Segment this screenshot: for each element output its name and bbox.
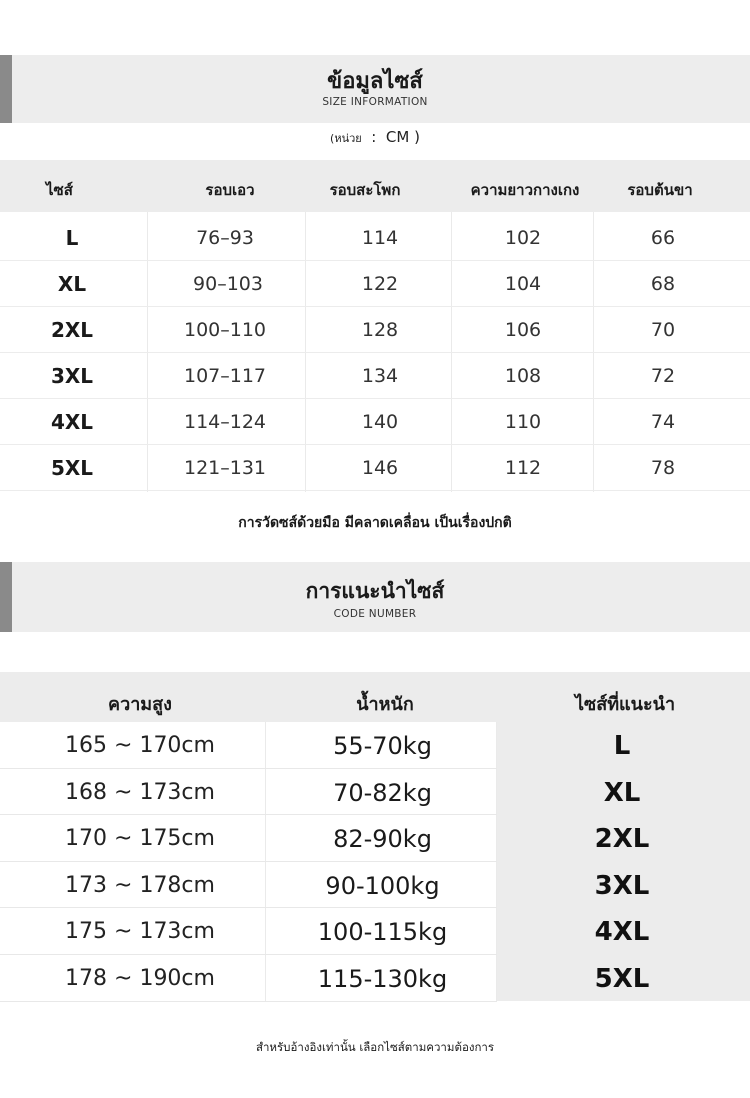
waist-cell: 121–131	[183, 457, 267, 479]
size-cell: L	[65, 226, 79, 250]
header-hip: รอบสะโพก	[329, 181, 401, 199]
recommend-table-header	[0, 672, 750, 722]
table-row	[0, 444, 750, 491]
weight-cell: 55-70kg	[333, 732, 432, 760]
height-cell: 170 ~ 175cm	[65, 826, 215, 851]
table-row	[0, 815, 750, 861]
unit-value: CM )	[385, 128, 420, 146]
header-height: ความสูง	[108, 694, 172, 715]
length-cell: 108	[504, 365, 542, 387]
weight-cell: 115-130kg	[317, 965, 448, 993]
size-cell: 2XL	[50, 318, 94, 342]
table-row	[0, 908, 750, 954]
height-cell: 173 ~ 178cm	[65, 873, 215, 898]
height-cell: 178 ~ 190cm	[65, 966, 215, 991]
length-cell: 110	[504, 411, 542, 433]
waist-cell: 100–110	[183, 319, 267, 341]
reference-note: สำหรับอ้างอิงเท่านั้น เลือกไซส์ตามความต้องการ	[255, 1040, 495, 1054]
length-cell: 104	[504, 273, 542, 295]
unit-separator: :	[371, 128, 377, 146]
header-length: ความยาวกางเกง	[470, 181, 580, 199]
measurement-note: การวัดซส์ด้วยมือ มีคลาดเคลื่อน เป็นเรื่องปกติ	[238, 515, 512, 531]
waist-cell: 76–93	[196, 227, 254, 249]
header-waist: รอบเอว	[205, 181, 255, 199]
table-row	[0, 955, 750, 1001]
weight-cell: 82-90kg	[333, 825, 432, 853]
size-cell: 3XL	[50, 364, 94, 388]
size-info-title: ข้อมูลไซส์	[327, 69, 423, 94]
table-row	[0, 306, 750, 353]
weight-cell: 70-82kg	[333, 779, 432, 807]
thigh-cell: 66	[650, 227, 676, 249]
weight-cell: 90-100kg	[325, 872, 440, 900]
hip-cell: 122	[361, 273, 399, 295]
table-row	[0, 862, 750, 908]
size-cell: 4XL	[50, 410, 94, 434]
size-cell: XL	[57, 272, 87, 296]
table-row	[0, 352, 750, 399]
header-thigh: รอบต้นขา	[627, 181, 693, 199]
hip-cell: 140	[361, 411, 399, 433]
table-row	[0, 722, 750, 768]
weight-cell: 100-115kg	[317, 918, 448, 946]
length-cell: 112	[504, 457, 542, 479]
length-cell: 106	[504, 319, 542, 341]
recommended-size-cell: L	[613, 731, 631, 761]
thigh-cell: 74	[650, 411, 676, 433]
thigh-cell: 78	[650, 457, 676, 479]
thigh-cell: 68	[650, 273, 676, 295]
size-cell: 5XL	[50, 456, 94, 480]
hip-cell: 146	[361, 457, 399, 479]
length-cell: 102	[504, 227, 542, 249]
table-row	[0, 214, 750, 261]
hip-cell: 128	[361, 319, 399, 341]
header-weight: น้ำหนัก	[356, 694, 414, 715]
recommended-size-cell: 5XL	[594, 964, 650, 994]
hip-cell: 134	[361, 365, 399, 387]
unit-label	[0, 128, 750, 147]
size-info-subtitle: SIZE INFORMATION	[322, 96, 428, 108]
recommended-size-cell: 2XL	[594, 824, 650, 854]
thigh-cell: 70	[650, 319, 676, 341]
table-row	[0, 260, 750, 307]
waist-cell: 114–124	[183, 411, 267, 433]
table-row	[0, 769, 750, 815]
recommended-size-cell: XL	[603, 778, 641, 808]
recommended-size-cell: 3XL	[594, 871, 650, 901]
unit-prefix: (หน่วย	[330, 132, 362, 145]
height-cell: 168 ~ 173cm	[65, 780, 215, 805]
waist-cell: 90–103	[193, 273, 263, 295]
recommend-title: การแนะนำไซส์	[305, 579, 445, 603]
recommend-banner	[0, 562, 750, 632]
size-info-banner	[0, 55, 750, 123]
recommend-subtitle: CODE NUMBER	[333, 608, 417, 620]
waist-cell: 107–117	[183, 365, 267, 387]
header-size: ไซส์	[46, 181, 73, 199]
header-recommended-size: ไซส์ที่แนะนำ	[574, 694, 676, 715]
table-row	[0, 398, 750, 445]
thigh-cell: 72	[650, 365, 676, 387]
row-divider	[0, 1001, 497, 1002]
hip-cell: 114	[361, 227, 399, 249]
height-cell: 175 ~ 173cm	[65, 919, 215, 944]
size-table-header	[0, 160, 750, 212]
recommended-size-cell: 4XL	[594, 917, 650, 947]
height-cell: 165 ~ 170cm	[65, 733, 215, 758]
